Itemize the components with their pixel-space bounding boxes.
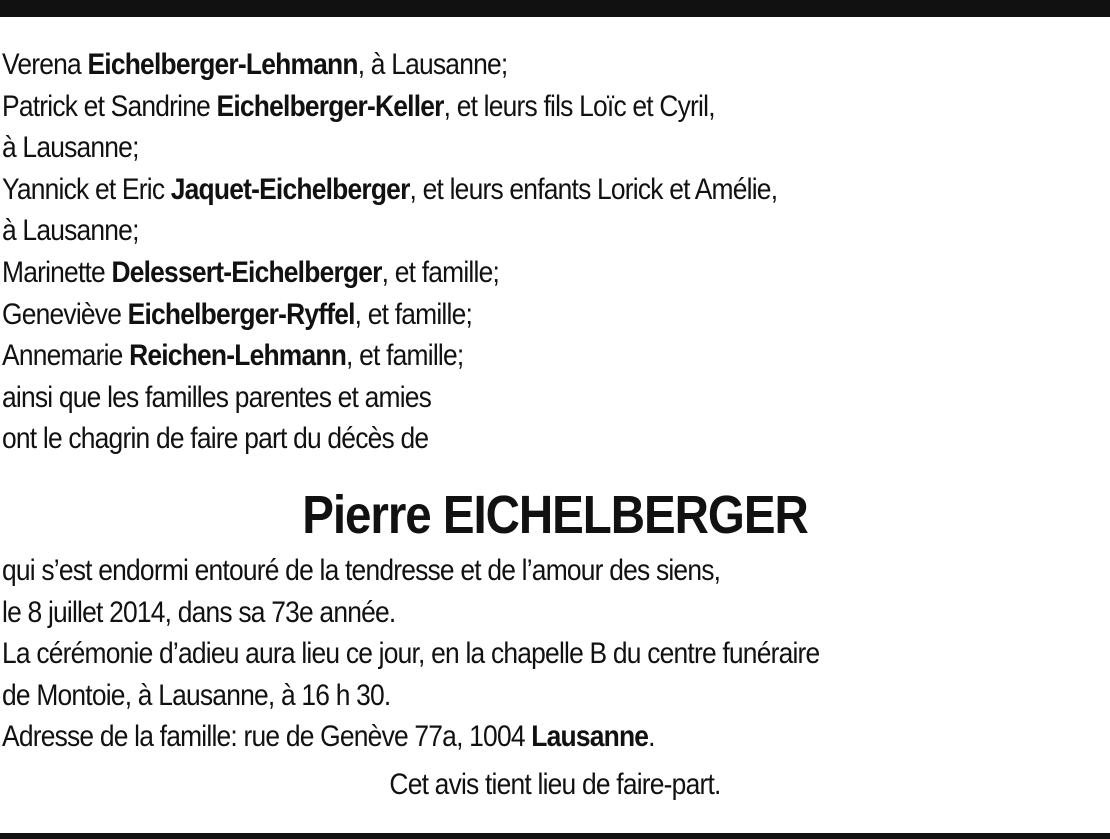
family-line-yannick-eric	[2, 169, 975, 211]
death-notice	[2, 44, 1108, 806]
family-member-given-names: Geneviève	[2, 297, 128, 331]
family-line-patrick-sandrine	[2, 86, 975, 128]
family-member-location: , à Lausanne;	[357, 48, 508, 81]
family-member-given-names: Marinette	[2, 255, 112, 289]
family-member-suffix: , et famille;	[381, 255, 500, 289]
detail-line-passing: qui s’est endormi entouré de la tendresse et de l’amour des siens,	[2, 553, 721, 587]
family-member-suffix: , et famille;	[354, 297, 473, 331]
announcement-line: ont le chagrin de faire part du décès de	[2, 422, 429, 456]
detail-line-date: le 8 juillet 2014, dans sa 73e année.	[2, 595, 396, 629]
family-member-children: , et leurs fils Loïc et Cyril,	[443, 89, 715, 123]
family-member-given-names: Yannick et Eric	[2, 172, 171, 206]
family-surname: Eichelberger-Lehmann	[87, 48, 358, 81]
address-street: Adresse de la famille: rue de Genève 77a, 1004	[2, 720, 532, 754]
bottom-border-rule	[0, 833, 1110, 839]
family-address-line	[2, 716, 975, 758]
family-surname: Eichelberger-Ryffel	[127, 297, 355, 331]
family-surname: Jaquet-Eichelberger	[170, 172, 410, 206]
family-line-annemarie	[2, 335, 975, 377]
address-period: .	[648, 720, 655, 754]
family-line-location: à Lausanne;	[2, 131, 139, 165]
closing-note: Cet avis tient lieu de faire-part.	[389, 767, 721, 801]
family-line-location: à Lausanne;	[2, 214, 139, 248]
family-line-marinette	[2, 252, 975, 294]
top-border-rule	[0, 0, 1110, 17]
family-member-suffix: , et famille;	[346, 339, 464, 373]
family-member-given-names: Annemarie	[2, 339, 130, 373]
deceased-name: Pierre EICHELBERGER	[302, 484, 808, 545]
family-line-verena	[2, 44, 975, 86]
family-member-given-names: Patrick et Sandrine	[2, 89, 217, 123]
family-surname: Delessert-Eichelberger	[111, 255, 382, 289]
family-member-children: , et leurs enfants Lorick et Amélie,	[409, 172, 778, 206]
relatives-line: ainsi que les familles parentes et amies	[2, 380, 432, 414]
family-surname: Eichelberger-Keller	[216, 89, 444, 123]
address-city: Lausanne	[531, 720, 649, 754]
detail-line-ceremony: La cérémonie d’adieu aura lieu ce jour, en la chapelle B du centre funéraire	[2, 637, 820, 671]
family-surname: Reichen-Lehmann	[129, 339, 347, 373]
family-line-genevieve	[2, 294, 975, 336]
detail-line-ceremony-place: de Montoie, à Lausanne, à 16 h 30.	[2, 678, 391, 712]
family-member-given-names: Verena	[2, 48, 88, 81]
